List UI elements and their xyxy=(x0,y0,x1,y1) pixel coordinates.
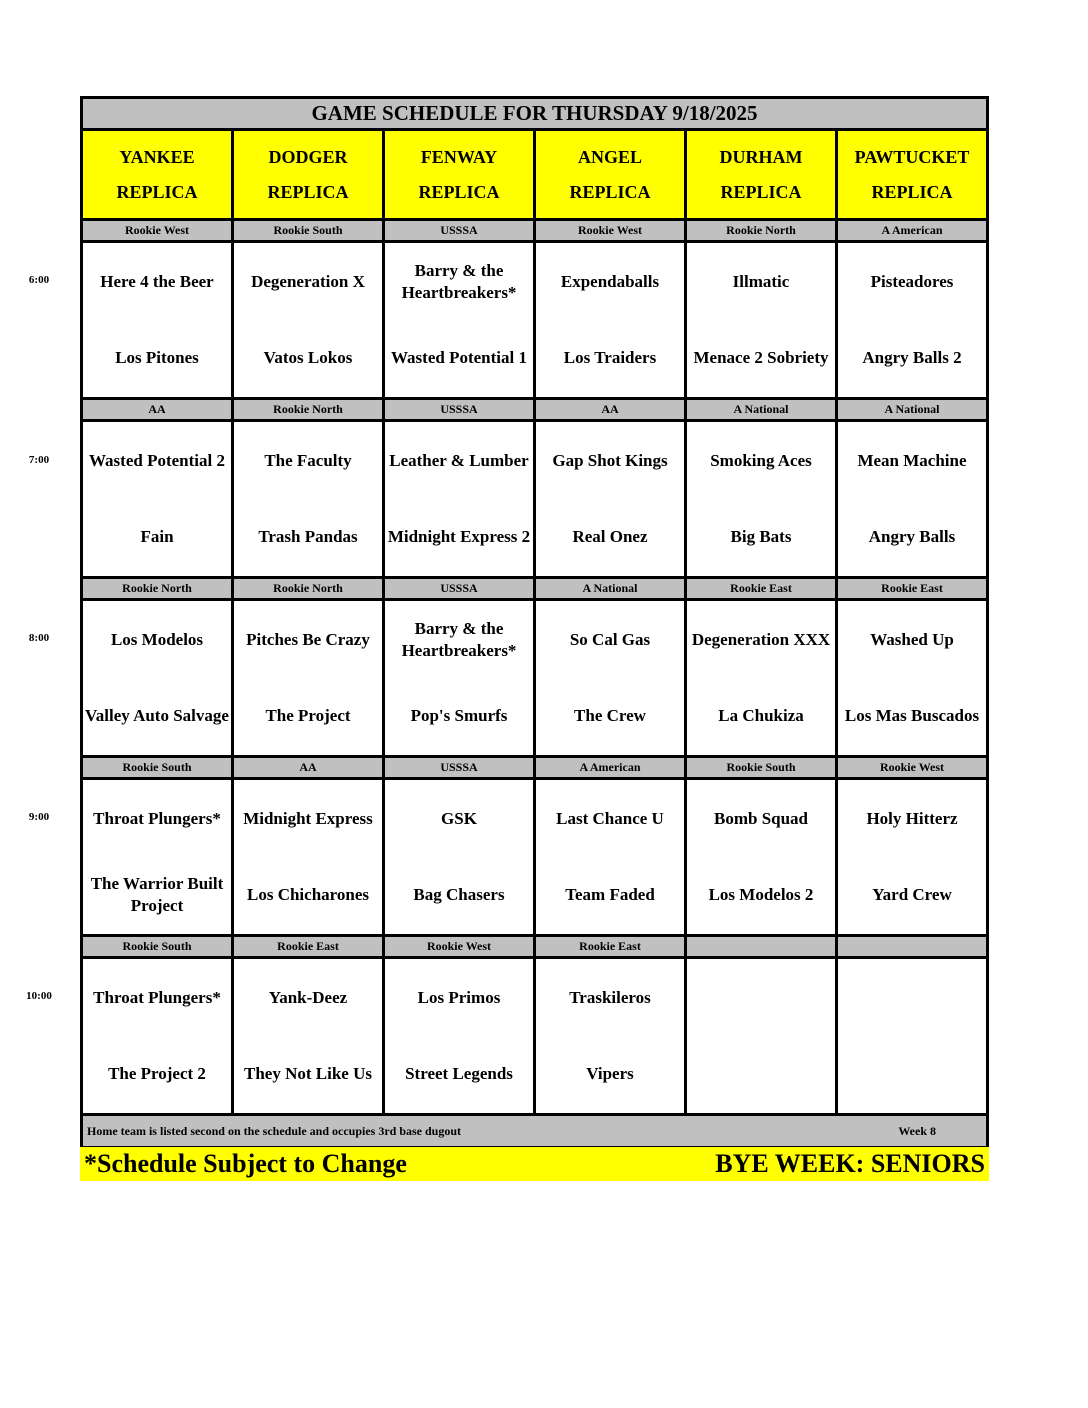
away-team: Los Primos xyxy=(417,988,501,1008)
game-cell xyxy=(82,421,233,578)
field-subtitle: REPLICA xyxy=(871,181,953,202)
away-team: Degeneration X xyxy=(251,272,365,292)
home-team: Vipers xyxy=(586,1063,634,1083)
division-label: Rookie South xyxy=(82,936,233,958)
game-cell xyxy=(837,242,988,399)
field-header xyxy=(233,130,384,220)
division-row xyxy=(82,578,988,600)
away-team: Pisteadores xyxy=(870,272,954,292)
game-row xyxy=(82,600,988,757)
time-label-7: 7:00 xyxy=(28,454,50,466)
away-team: Here 4 the Beer xyxy=(100,272,214,292)
game-cell xyxy=(535,421,686,578)
home-team: Trash Pandas xyxy=(258,526,358,546)
away-team: Holy Hitterz xyxy=(866,809,958,829)
away-team: Midnight Express xyxy=(243,809,373,829)
field-name: FENWAY xyxy=(420,146,498,167)
division-label: AA xyxy=(82,399,233,421)
field-subtitle: REPLICA xyxy=(267,181,349,202)
game-cell xyxy=(384,958,535,1115)
division-label: Rookie North xyxy=(686,220,837,242)
game-cell xyxy=(686,600,837,757)
away-team: Mean Machine xyxy=(857,451,967,471)
field-header xyxy=(837,130,988,220)
away-team: Throat Plungers* xyxy=(93,988,221,1008)
division-row xyxy=(82,399,988,421)
game-cell xyxy=(384,600,535,757)
home-team: The Crew xyxy=(574,705,646,725)
field-header xyxy=(686,130,837,220)
game-cell xyxy=(535,958,686,1115)
division-label: Rookie East xyxy=(233,936,384,958)
footer-cell xyxy=(82,1115,988,1148)
field-header xyxy=(82,130,233,220)
game-row xyxy=(82,421,988,578)
home-team: Big Bats xyxy=(730,526,792,546)
home-team: The Project 2 xyxy=(108,1063,206,1083)
division-label: Rookie West xyxy=(837,757,988,779)
home-team: Pop's Smurfs xyxy=(410,705,508,725)
time-label-8: 8:00 xyxy=(28,632,50,644)
field-header xyxy=(384,130,535,220)
home-team: Team Faded xyxy=(565,884,655,904)
schedule-title: GAME SCHEDULE FOR THURSDAY 9/18/2025 xyxy=(82,98,988,130)
home-team: Midnight Express 2 xyxy=(387,526,531,546)
division-label xyxy=(686,936,837,958)
division-label: Rookie East xyxy=(686,578,837,600)
away-team: Smoking Aces xyxy=(710,451,812,471)
footer-row xyxy=(82,1115,988,1148)
field-name: DURHAM xyxy=(719,146,803,167)
field-subtitle: REPLICA xyxy=(116,181,198,202)
game-cell xyxy=(233,600,384,757)
home-team: Bag Chasers xyxy=(413,884,505,904)
division-label: Rookie North xyxy=(82,578,233,600)
field-subtitle: REPLICA xyxy=(720,181,802,202)
game-cell xyxy=(837,779,988,936)
game-row xyxy=(82,242,988,399)
home-team: Los Chicharones xyxy=(246,884,369,904)
home-team: Los Pitones xyxy=(115,347,199,367)
game-row xyxy=(82,779,988,936)
division-label: Rookie East xyxy=(535,936,686,958)
schedule-table xyxy=(80,96,989,1149)
away-team: GSK xyxy=(441,809,477,829)
game-cell xyxy=(837,421,988,578)
away-team: Yank-Deez xyxy=(268,988,348,1008)
division-label: A American xyxy=(837,220,988,242)
field-header xyxy=(535,130,686,220)
division-label: Rookie South xyxy=(233,220,384,242)
division-label: A National xyxy=(535,578,686,600)
away-team: Illmatic xyxy=(732,272,790,292)
field-name: YANKEE xyxy=(119,146,195,167)
away-team: The Faculty xyxy=(264,451,352,471)
home-team: Los Modelos 2 xyxy=(708,884,814,904)
game-cell xyxy=(686,242,837,399)
away-team: Last Chance U xyxy=(556,809,664,829)
game-cell xyxy=(384,779,535,936)
home-team: They Not Like Us xyxy=(244,1063,372,1083)
division-label: USSSA xyxy=(384,220,535,242)
away-team: Los Modelos xyxy=(110,630,204,650)
division-label xyxy=(837,936,988,958)
away-team: Throat Plungers* xyxy=(93,809,221,829)
away-team: Wasted Potential 2 xyxy=(89,451,225,471)
division-label: Rookie South xyxy=(686,757,837,779)
home-team: The Project xyxy=(265,705,351,725)
game-cell xyxy=(233,779,384,936)
field-subtitle: REPLICA xyxy=(418,181,500,202)
division-label: A National xyxy=(686,399,837,421)
home-team: Angry Balls 2 xyxy=(862,347,962,367)
away-team: Gap Shot Kings xyxy=(552,451,668,471)
division-label: Rookie West xyxy=(384,936,535,958)
away-team xyxy=(838,961,986,1037)
away-team: Barry & the Heartbreakers* xyxy=(401,619,517,661)
away-team: So Cal Gas xyxy=(569,630,651,650)
away-team: Washed Up xyxy=(870,630,954,650)
home-team: Los Traiders xyxy=(563,347,657,367)
division-label: Rookie West xyxy=(82,220,233,242)
field-name: ANGEL xyxy=(577,146,642,167)
division-label: A American xyxy=(535,757,686,779)
division-label: AA xyxy=(535,399,686,421)
away-team: Leather & Lumber xyxy=(389,451,529,471)
game-cell xyxy=(686,421,837,578)
division-row xyxy=(82,936,988,958)
week-label: Week 8 xyxy=(898,1123,936,1138)
division-row xyxy=(82,757,988,779)
away-team: Bomb Squad xyxy=(713,809,809,829)
game-cell xyxy=(535,600,686,757)
away-team: Traskileros xyxy=(569,988,651,1008)
away-team: Barry & the Heartbreakers* xyxy=(401,261,517,303)
division-label: USSSA xyxy=(384,578,535,600)
home-team: Yard Crew xyxy=(872,884,952,904)
field-name: PAWTUCKET xyxy=(854,146,970,167)
field-subtitle: REPLICA xyxy=(569,181,651,202)
away-team xyxy=(687,961,835,1037)
home-team xyxy=(687,1036,835,1112)
game-cell xyxy=(82,958,233,1115)
time-column xyxy=(0,0,80,1408)
game-cell xyxy=(535,242,686,399)
division-label: Rookie West xyxy=(535,220,686,242)
home-team: Angry Balls xyxy=(868,526,956,546)
bottom-banner xyxy=(80,1147,989,1181)
home-team: Fain xyxy=(140,526,174,546)
schedule-change-note: *Schedule Subject to Change xyxy=(84,1149,407,1178)
division-label: Rookie North xyxy=(233,578,384,600)
division-label: AA xyxy=(233,757,384,779)
game-cell xyxy=(384,421,535,578)
game-cell xyxy=(384,242,535,399)
division-label: Rookie North xyxy=(233,399,384,421)
field-header-row xyxy=(82,130,988,220)
home-team-note: Home team is listed second on the schedule and occupies 3rd base dugout xyxy=(87,1123,462,1138)
game-cell xyxy=(82,779,233,936)
home-team: Los Mas Buscados xyxy=(844,705,980,725)
title-row xyxy=(82,98,988,130)
bye-week-note: BYE WEEK: SENIORS xyxy=(715,1149,985,1178)
away-team: Degeneration XXX xyxy=(691,630,831,650)
home-team: Vatos Lokos xyxy=(263,347,353,367)
home-team: Valley Auto Salvage xyxy=(85,705,229,725)
division-label: USSSA xyxy=(384,399,535,421)
time-label-9: 9:00 xyxy=(28,811,50,823)
home-team: Street Legends xyxy=(405,1063,513,1083)
game-cell xyxy=(82,242,233,399)
division-label: A National xyxy=(837,399,988,421)
away-team: Expendaballs xyxy=(560,272,660,292)
division-label: Rookie South xyxy=(82,757,233,779)
home-team: La Chukiza xyxy=(718,705,804,725)
game-cell xyxy=(837,958,988,1115)
home-team: Wasted Potential 1 xyxy=(391,347,527,367)
division-label: Rookie East xyxy=(837,578,988,600)
game-cell xyxy=(686,779,837,936)
game-cell xyxy=(233,242,384,399)
game-cell xyxy=(233,958,384,1115)
field-name: DODGER xyxy=(268,146,348,167)
home-team: The Warrior Built Project xyxy=(90,873,224,915)
home-team: Menace 2 Sobriety xyxy=(693,347,829,367)
division-label: USSSA xyxy=(384,757,535,779)
game-cell xyxy=(233,421,384,578)
home-team: Real Onez xyxy=(572,526,648,546)
game-cell xyxy=(82,600,233,757)
division-row xyxy=(82,220,988,242)
game-cell xyxy=(686,958,837,1115)
game-row xyxy=(82,958,988,1115)
home-team xyxy=(838,1036,986,1112)
time-label-6: 6:00 xyxy=(28,274,50,286)
game-cell xyxy=(535,779,686,936)
away-team: Pitches Be Crazy xyxy=(246,630,370,650)
game-cell xyxy=(837,600,988,757)
time-label-10: 10:00 xyxy=(26,990,52,1002)
